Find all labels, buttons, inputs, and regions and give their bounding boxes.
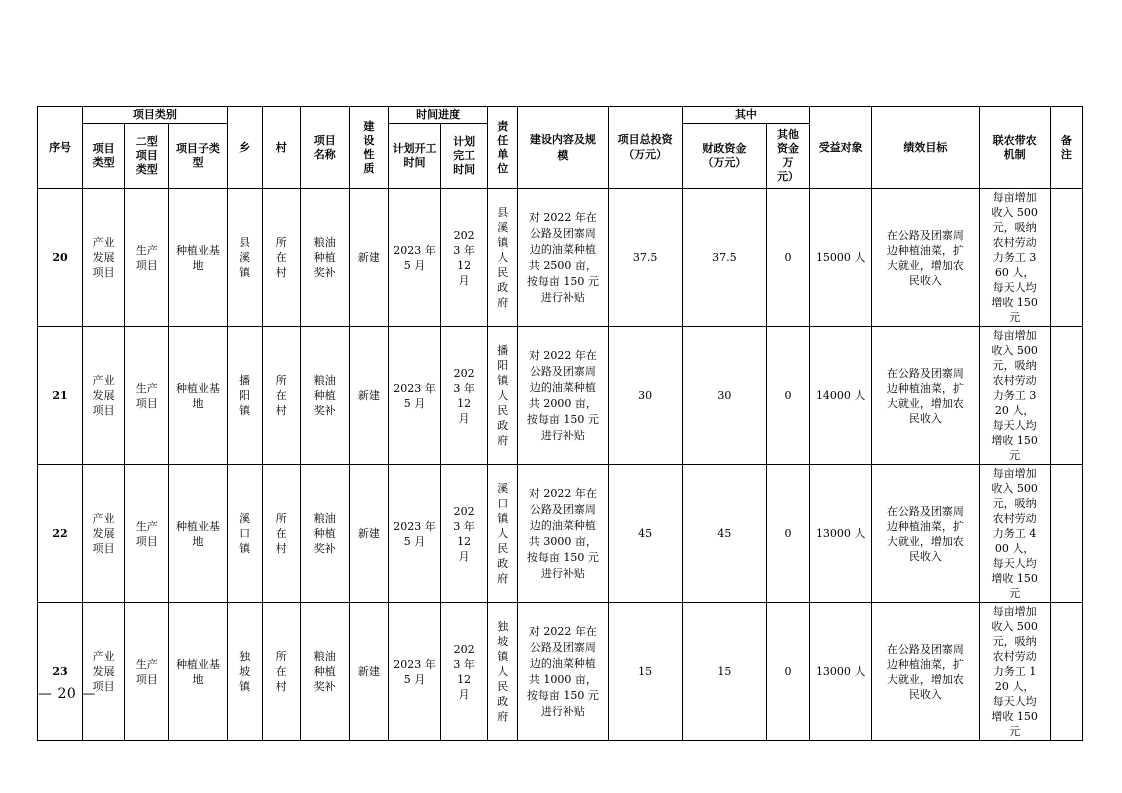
- cell-other-funds: 0: [767, 189, 810, 327]
- cell-sub-type: 种植业基地: [169, 465, 227, 603]
- cell-planned-start: 2023 年 5 月: [388, 465, 440, 603]
- cell-fiscal-funds: 15: [682, 603, 766, 741]
- cell-project-name: 粮油种植奖补: [300, 327, 349, 465]
- cell-village: 所在村: [262, 189, 300, 327]
- cell-village: 所在村: [262, 327, 300, 465]
- header-schedule: 时间进度: [388, 107, 487, 124]
- cell-township: 独坡镇: [227, 603, 262, 741]
- cell-township: 播阳镇: [227, 327, 262, 465]
- cell-planned-start: 2023 年 5 月: [388, 327, 440, 465]
- page-number: — 20 —: [38, 686, 96, 702]
- cell-content-scale: 对 2022 年在公路及团寨周边的油菜种植共 2500 亩，按每亩 150 元进行补贴: [518, 189, 608, 327]
- cell-construction-nature: 新建: [349, 465, 388, 603]
- cell-planned-end: 2023 年 12 月: [441, 189, 488, 327]
- cell-performance-target: 在公路及团寨周边种植油菜，扩大就业，增加农民收入: [872, 465, 979, 603]
- header-township: 乡: [227, 107, 262, 189]
- cell-township: 县溪镇: [227, 189, 262, 327]
- cell-remarks: [1050, 189, 1082, 327]
- header-other-funds: 其他资金万元）: [767, 124, 810, 189]
- cell-beneficiaries: 13000 人: [810, 465, 872, 603]
- cell-performance-target: 在公路及团寨周边种植油菜，扩大就业，增加农民收入: [872, 327, 979, 465]
- cell-project-type: 产业发展项目: [83, 189, 125, 327]
- cell-beneficiaries: 14000 人: [810, 327, 872, 465]
- cell-project-name: 粮油种植奖补: [300, 189, 349, 327]
- cell-secondary-type: 生产项目: [125, 603, 169, 741]
- cell-farmer-link: 每亩增加收入 500 元，吸纳农村劳动力务工 120 人，每天人均增收 150 元: [979, 603, 1050, 741]
- header-project-name: 项目名称: [300, 107, 349, 189]
- cell-beneficiaries: 15000 人: [810, 189, 872, 327]
- cell-village: 所在村: [262, 465, 300, 603]
- cell-sub-type: 种植业基地: [169, 189, 227, 327]
- header-project-type: 项目类型: [83, 124, 125, 189]
- cell-seq: 21: [38, 327, 83, 465]
- header-total-investment: 项目总投资（万元）: [608, 107, 682, 189]
- header-project-category: 项目类别: [83, 107, 227, 124]
- cell-construction-nature: 新建: [349, 327, 388, 465]
- cell-performance-target: 在公路及团寨周边种植油菜，扩大就业，增加农民收入: [872, 189, 979, 327]
- cell-project-type: 产业发展项目: [83, 465, 125, 603]
- cell-other-funds: 0: [767, 327, 810, 465]
- header-fiscal-funds: 财政资金（万元）: [682, 124, 766, 189]
- header-planned-start: 计划开工时间: [388, 124, 440, 189]
- cell-total-investment: 37.5: [608, 189, 682, 327]
- cell-village: 所在村: [262, 603, 300, 741]
- cell-planned-end: 2023 年 12 月: [441, 327, 488, 465]
- header-content-scale: 建设内容及规模: [518, 107, 608, 189]
- cell-planned-end: 2023 年 12 月: [441, 465, 488, 603]
- cell-other-funds: 0: [767, 465, 810, 603]
- cell-construction-nature: 新建: [349, 603, 388, 741]
- header-construction-nature: 建设性质: [349, 107, 388, 189]
- header-performance-target: 绩效目标: [872, 107, 979, 189]
- cell-fiscal-funds: 30: [682, 327, 766, 465]
- cell-total-investment: 45: [608, 465, 682, 603]
- table-body: [38, 189, 1083, 741]
- cell-fiscal-funds: 37.5: [682, 189, 766, 327]
- cell-other-funds: 0: [767, 603, 810, 741]
- cell-fiscal-funds: 45: [682, 465, 766, 603]
- header-sub-type: 项目子类型: [169, 124, 227, 189]
- cell-farmer-link: 每亩增加收入 500 元，吸纳农村劳动力务工 400 人，每天人均增收 150 元: [979, 465, 1050, 603]
- table-header: [38, 107, 1083, 189]
- cell-total-investment: 30: [608, 327, 682, 465]
- cell-planned-start: 2023 年 5 月: [388, 603, 440, 741]
- header-beneficiaries: 受益对象: [810, 107, 872, 189]
- table-row: [38, 189, 1083, 327]
- cell-farmer-link: 每亩增加收入 500 元，吸纳农村劳动力务工 360 人，每天人均增收 150 元: [979, 189, 1050, 327]
- header-farmer-link: 联农带农机制: [979, 107, 1050, 189]
- table-row: [38, 327, 1083, 465]
- cell-remarks: [1050, 327, 1082, 465]
- cell-farmer-link: 每亩增加收入 500 元，吸纳农村劳动力务工 320 人，每天人均增收 150 元: [979, 327, 1050, 465]
- cell-total-investment: 15: [608, 603, 682, 741]
- header-village: 村: [262, 107, 300, 189]
- table-row: [38, 603, 1083, 741]
- cell-construction-nature: 新建: [349, 189, 388, 327]
- cell-project-type: 产业发展项目: [83, 603, 125, 741]
- cell-project-name: 粮油种植奖补: [300, 465, 349, 603]
- cell-content-scale: 对 2022 年在公路及团寨周边的油菜种植共 2000 亩，按每亩 150 元进行补贴: [518, 327, 608, 465]
- cell-content-scale: 对 2022 年在公路及团寨周边的油菜种植共 3000 亩，按每亩 150 元进行补贴: [518, 465, 608, 603]
- cell-project-name: 粮油种植奖补: [300, 603, 349, 741]
- cell-responsible-unit: 独坡镇人民政府: [488, 603, 518, 741]
- cell-township: 溪口镇: [227, 465, 262, 603]
- cell-secondary-type: 生产项目: [125, 465, 169, 603]
- cell-responsible-unit: 县溪镇人民政府: [488, 189, 518, 327]
- header-of-which: 其中: [682, 107, 809, 124]
- cell-performance-target: 在公路及团寨周边种植油菜，扩大就业，增加农民收入: [872, 603, 979, 741]
- header-secondary-type: 二型项目类型: [125, 124, 169, 189]
- cell-seq: 20: [38, 189, 83, 327]
- cell-planned-start: 2023 年 5 月: [388, 189, 440, 327]
- header-seq: 序号: [38, 107, 83, 189]
- header-remarks: 备注: [1050, 107, 1082, 189]
- cell-planned-end: 2023 年 12 月: [441, 603, 488, 741]
- cell-remarks: [1050, 603, 1082, 741]
- cell-responsible-unit: 溪口镇人民政府: [488, 465, 518, 603]
- cell-remarks: [1050, 465, 1082, 603]
- table-row: [38, 465, 1083, 603]
- header-planned-end: 计划完工时间: [441, 124, 488, 189]
- cell-seq: 22: [38, 465, 83, 603]
- cell-beneficiaries: 13000 人: [810, 603, 872, 741]
- header-responsible-unit: 责任单位: [488, 107, 518, 189]
- header-row-top: [38, 107, 1083, 124]
- cell-seq: 23: [38, 603, 83, 741]
- cell-responsible-unit: 播阳镇人民政府: [488, 327, 518, 465]
- cell-project-type: 产业发展项目: [83, 327, 125, 465]
- cell-sub-type: 种植业基地: [169, 327, 227, 465]
- cell-sub-type: 种植业基地: [169, 603, 227, 741]
- cell-secondary-type: 生产项目: [125, 327, 169, 465]
- cell-secondary-type: 生产项目: [125, 189, 169, 327]
- project-table: [37, 106, 1083, 741]
- cell-content-scale: 对 2022 年在公路及团寨周边的油菜种植共 1000 亩，按每亩 150 元进行补贴: [518, 603, 608, 741]
